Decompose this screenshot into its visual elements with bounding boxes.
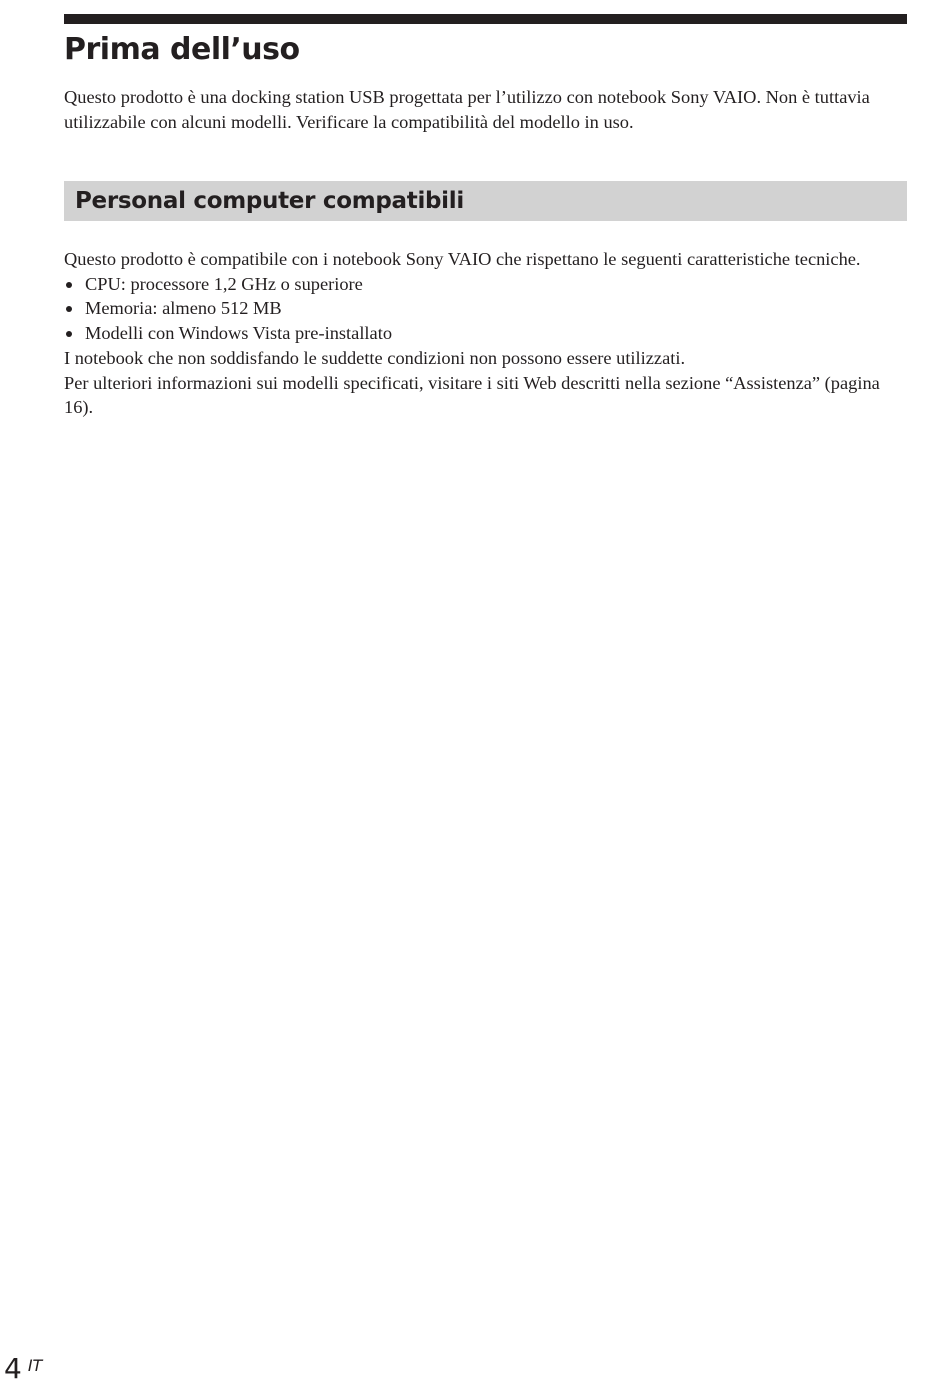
bullet-icon	[66, 306, 72, 312]
section-header-band	[64, 181, 907, 221]
list-item	[64, 272, 907, 297]
page-footer	[4, 1352, 42, 1386]
intro-paragraph: Questo prodotto è una docking station USB progettata per l’utilizzo con notebook Sony VAIO. Non è tuttavia utilizzabile con alcuni modelli. Verificare la compatibilità del modello in uso.	[64, 87, 870, 132]
top-rule	[64, 14, 907, 24]
support-reference: Per ulteriori informazioni sui modelli specificati, visitare i siti Web descritti nella sezione “Assistenza” (pagina 16).	[64, 372, 880, 418]
list-item	[64, 321, 907, 346]
bullet-icon	[66, 331, 72, 337]
compatibility-note: I notebook che non soddisfando le suddette condizioni non possono essere utilizzati.	[64, 347, 686, 368]
language-code: IT	[27, 1356, 43, 1375]
list-item-text: Memoria: almeno 512 MB	[85, 298, 282, 319]
section-heading: Personal computer compatibili	[75, 188, 464, 214]
page-title: Prima dell’uso	[64, 32, 300, 67]
section-lead: Questo prodotto è compatibile con i notebook Sony VAIO che rispettano le seguenti caratteristiche tecniche.	[64, 249, 861, 269]
section-body	[64, 247, 907, 420]
page-number: 4	[4, 1352, 22, 1385]
requirements-list	[64, 272, 907, 346]
list-item	[64, 296, 907, 321]
list-item-text: CPU: processore 1,2 GHz o superiore	[85, 273, 363, 294]
list-item-text: Modelli con Windows Vista pre-installato	[85, 323, 393, 344]
bullet-icon	[66, 282, 72, 288]
